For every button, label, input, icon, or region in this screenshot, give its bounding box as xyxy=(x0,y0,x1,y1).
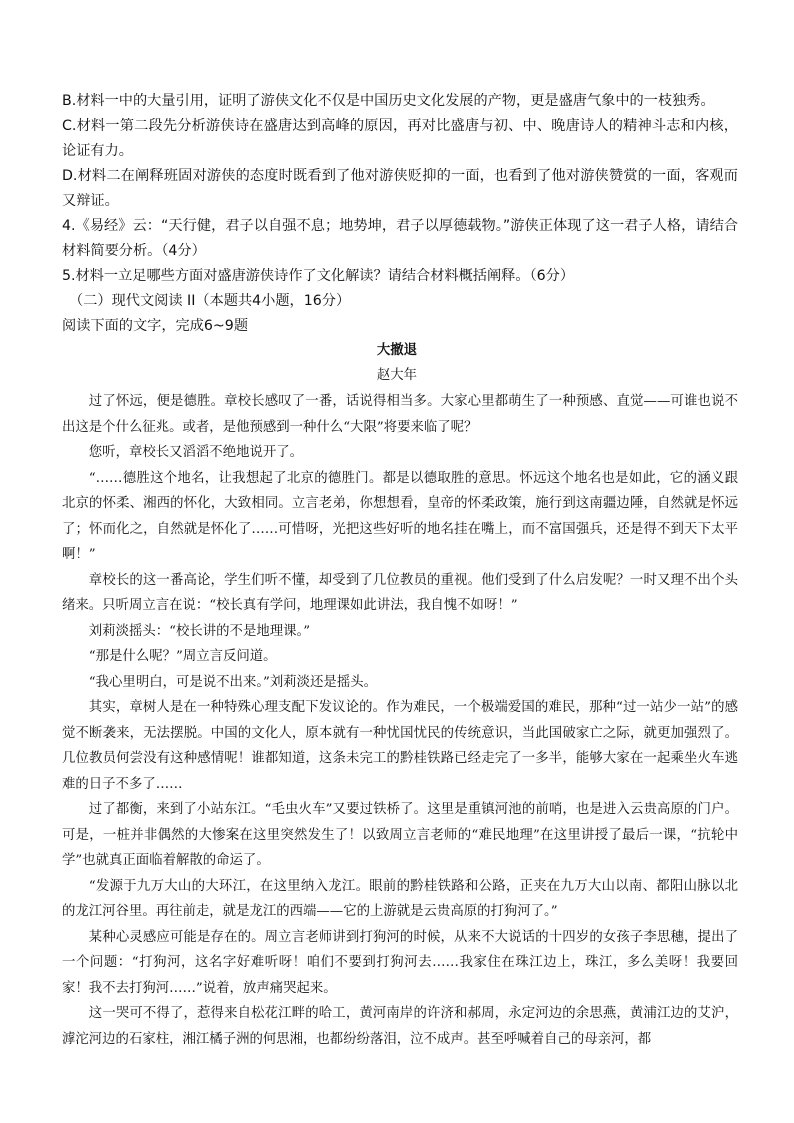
story-body xyxy=(62,389,738,1052)
story-paragraph: 刘莉淡摇头：“校长讲的不是地理课。” xyxy=(88,623,311,639)
story-paragraph: 其实，章树人是在一种特殊心理支配下发议论的。作为难民，一个极端爱国的难民，那种“过一站少一站”的感觉不断袭来，无法摆脱。中国的文化人，原本就有一种忧国忧民的传统意识，当此国破家亡之际，就更加强烈了。几位教员何尝没有这种感情呢！谁都知道，这条未完工的黔桂铁路已经走完了一多半，能够大家在一起乘坐火车逃难的日子不多了…… xyxy=(62,700,738,792)
option-c: C.材料一第二段先分析游侠诗在盛唐达到高峰的原因，再对比盛唐与初、中、晚唐诗人的精神斗志和内核，论证有力。 xyxy=(62,118,738,159)
story-paragraph: 章校长的这一番高论，学生们听不懂，却受到了几位教员的重视。他们受到了什么启发呢？一时又理不出个头绪来。只听周立言在说：“校长真有学问，地理课如此讲法，我自愧不如呀！” xyxy=(62,572,738,613)
story-paragraph: “……德胜这个地名，让我想起了北京的德胜门。都是以德取胜的意思。怀远这个地名也是如此，它的涵义跟北京的怀柔、湘西的怀化，大致相同。立言老弟，你想想看，皇帝的怀柔政策，施行到这南疆边陲，自然就是怀远了；怀而化之，自然就是怀化了……可惜呀，光把这些好听的地名挂在嘴上，而不富国强兵，还是得不到天下太平啊！” xyxy=(62,470,738,562)
story-paragraph: “我心里明白，可是说不出来。”刘莉淡还是摇头。 xyxy=(88,674,377,690)
reading-instruction: 阅读下面的文字，完成6~9题 xyxy=(62,318,249,334)
question-4: 4.《易经》云：“天行健，君子以自强不息；地势坤，君子以厚德载物。”游侠正体现了这一君子人格，请结合材料简要分析。（4分） xyxy=(62,218,738,259)
story-title: 大撤退 xyxy=(376,342,418,358)
story-paragraph: “那是什么呢？”周立言反问道。 xyxy=(88,649,277,664)
section-heading: （二）现代文阅读 II（本题共4小题，16分） xyxy=(69,293,351,309)
story-paragraph: 您听，章校长又滔滔不绝地说开了。 xyxy=(88,445,304,460)
story-paragraph: 过了都衡，来到了小站东江。“毛虫火车”又要过铁桥了。这里是重镇河池的前哨，也是进入云贵高原的门户。可是，一桩并非偶然的大惨案在这里突然发生了！以致周立言老师的“难民地理”在这里讲授了最后一课，“抗轮中学”也就真正面临着解散的命运了。 xyxy=(62,802,738,868)
story-paragraph: 某种心灵感应可能是存在的。周立言老师讲到打狗河的时候，从来不大说话的十四岁的女孩子李思穗，提出了一个问题：“打狗河，这名字好难听呀！咱们不要到打狗河去……我家住在珠江边上，珠江，多么美呀！我要回家！我不去打狗河……”说着，放声痛哭起来。 xyxy=(62,929,738,996)
story-paragraph: 这一哭可不得了，惹得来自松花江畔的哈工，黄河南岸的许济和郝周，永定河边的余思燕，黄浦江边的艾沪，滹沱河边的石家柱，湘江橘子洲的何思湘，也都纷纷落泪，泣不成声。甚至呼喊着自己的母亲河，都 xyxy=(62,1006,738,1047)
story-paragraph: “发源于九万大山的大环江，在这里纳入龙江。眼前的黔桂铁路和公路，正夹在九万大山以南、都阳山脉以北的龙江河谷里。再往前走，就是龙江的西端——它的上游就是云贵高原的打狗河了。” xyxy=(62,878,738,919)
story-paragraph: 过了怀远，便是德胜。章校长感叹了一番，话说得相当多。大家心里都萌生了一种预感、直觉——可谁也说不出这是个什么征兆。或者，是他预感到一种什么“大限”将要来临了呢？ xyxy=(62,394,738,435)
question-5: 5.材料一立足哪些方面对盛唐游侠诗作了文化解读？请结合材料概括阐释。（6分） xyxy=(62,268,575,284)
story-author: 赵大年 xyxy=(376,368,418,383)
question-block xyxy=(62,89,738,339)
option-d: D.材料二在阐释班固对游侠的态度时既看到了他对游侠贬抑的一面，也看到了他对游侠赞赏的一面，客观而又辩证。 xyxy=(62,168,738,209)
option-b: B.材料一中的大量引用，证明了游侠文化不仅是中国历史文化发展的产物，更是盛唐气象中的一枝独秀。 xyxy=(62,93,715,109)
